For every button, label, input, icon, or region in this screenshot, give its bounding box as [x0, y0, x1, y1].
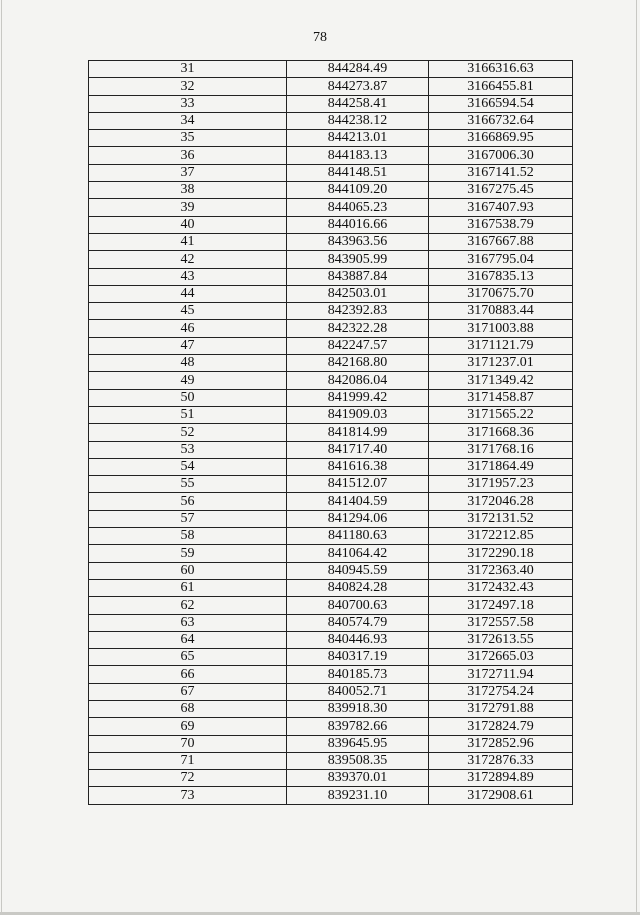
- point-number-cell: 53: [89, 441, 287, 458]
- table-row: [89, 545, 573, 562]
- point-number-cell: 50: [89, 389, 287, 406]
- y-coordinate-cell: 3172290.18: [429, 545, 573, 562]
- table-row: [89, 441, 573, 458]
- y-coordinate-cell: 3171121.79: [429, 337, 573, 354]
- point-number-cell: 70: [89, 735, 287, 752]
- point-number-cell: 39: [89, 199, 287, 216]
- x-coordinate-cell: 841512.07: [287, 476, 429, 493]
- x-coordinate-cell: 842086.04: [287, 372, 429, 389]
- x-coordinate-cell: 843905.99: [287, 251, 429, 268]
- point-number-cell: 62: [89, 597, 287, 614]
- x-coordinate-cell: 840574.79: [287, 614, 429, 631]
- point-number-cell: 38: [89, 182, 287, 199]
- x-coordinate-cell: 844109.20: [287, 182, 429, 199]
- table-row: [89, 355, 573, 372]
- x-coordinate-cell: 840317.19: [287, 649, 429, 666]
- table-row: [89, 735, 573, 752]
- table-row: [89, 424, 573, 441]
- x-coordinate-cell: 841909.03: [287, 406, 429, 423]
- x-coordinate-cell: 839231.10: [287, 787, 429, 804]
- table-row: [89, 251, 573, 268]
- x-coordinate-cell: 841999.42: [287, 389, 429, 406]
- y-coordinate-cell: 3172894.89: [429, 770, 573, 787]
- table-row: [89, 389, 573, 406]
- x-coordinate-cell: 843887.84: [287, 268, 429, 285]
- x-coordinate-cell: 843963.56: [287, 233, 429, 250]
- y-coordinate-cell: 3167795.04: [429, 251, 573, 268]
- y-coordinate-cell: 3167538.79: [429, 216, 573, 233]
- x-coordinate-cell: 844213.01: [287, 130, 429, 147]
- y-coordinate-cell: 3172908.61: [429, 787, 573, 804]
- x-coordinate-cell: 839918.30: [287, 700, 429, 717]
- y-coordinate-cell: 3171957.23: [429, 476, 573, 493]
- x-coordinate-cell: 842322.28: [287, 320, 429, 337]
- x-coordinate-cell: 839370.01: [287, 770, 429, 787]
- table-row: [89, 666, 573, 683]
- y-coordinate-cell: 3166732.64: [429, 112, 573, 129]
- x-coordinate-cell: 841064.42: [287, 545, 429, 562]
- y-coordinate-cell: 3171668.36: [429, 424, 573, 441]
- coordinates-table-body: [89, 61, 573, 805]
- point-number-cell: 34: [89, 112, 287, 129]
- table-row: [89, 700, 573, 717]
- table-row: [89, 631, 573, 648]
- y-coordinate-cell: 3172212.85: [429, 528, 573, 545]
- point-number-cell: 56: [89, 493, 287, 510]
- y-coordinate-cell: 3172665.03: [429, 649, 573, 666]
- table-row: [89, 78, 573, 95]
- x-coordinate-cell: 844273.87: [287, 78, 429, 95]
- point-number-cell: 68: [89, 700, 287, 717]
- y-coordinate-cell: 3167141.52: [429, 164, 573, 181]
- y-coordinate-cell: 3171458.87: [429, 389, 573, 406]
- y-coordinate-cell: 3171768.16: [429, 441, 573, 458]
- point-number-cell: 69: [89, 718, 287, 735]
- table-row: [89, 683, 573, 700]
- x-coordinate-cell: 840824.28: [287, 579, 429, 596]
- x-coordinate-cell: 844284.49: [287, 61, 429, 78]
- x-coordinate-cell: 840446.93: [287, 631, 429, 648]
- table-row: [89, 562, 573, 579]
- point-number-cell: 46: [89, 320, 287, 337]
- table-row: [89, 182, 573, 199]
- y-coordinate-cell: 3171349.42: [429, 372, 573, 389]
- point-number-cell: 41: [89, 233, 287, 250]
- point-number-cell: 63: [89, 614, 287, 631]
- y-coordinate-cell: 3172432.43: [429, 579, 573, 596]
- table-row: [89, 597, 573, 614]
- point-number-cell: 45: [89, 303, 287, 320]
- table-row: [89, 95, 573, 112]
- x-coordinate-cell: 841294.06: [287, 510, 429, 527]
- x-coordinate-cell: 844148.51: [287, 164, 429, 181]
- table-row: [89, 510, 573, 527]
- point-number-cell: 51: [89, 406, 287, 423]
- x-coordinate-cell: 844238.12: [287, 112, 429, 129]
- y-coordinate-cell: 3170675.70: [429, 285, 573, 302]
- x-coordinate-cell: 842247.57: [287, 337, 429, 354]
- table-row: [89, 337, 573, 354]
- table-row: [89, 147, 573, 164]
- table-row: [89, 268, 573, 285]
- y-coordinate-cell: 3172363.40: [429, 562, 573, 579]
- table-row: [89, 303, 573, 320]
- table-row: [89, 199, 573, 216]
- x-coordinate-cell: 839508.35: [287, 752, 429, 769]
- table-row: [89, 61, 573, 78]
- point-number-cell: 47: [89, 337, 287, 354]
- y-coordinate-cell: 3166455.81: [429, 78, 573, 95]
- x-coordinate-cell: 839782.66: [287, 718, 429, 735]
- point-number-cell: 66: [89, 666, 287, 683]
- y-coordinate-cell: 3167667.88: [429, 233, 573, 250]
- y-coordinate-cell: 3171565.22: [429, 406, 573, 423]
- x-coordinate-cell: 841616.38: [287, 458, 429, 475]
- point-number-cell: 52: [89, 424, 287, 441]
- point-number-cell: 36: [89, 147, 287, 164]
- point-number-cell: 64: [89, 631, 287, 648]
- y-coordinate-cell: 3172711.94: [429, 666, 573, 683]
- x-coordinate-cell: 841717.40: [287, 441, 429, 458]
- point-number-cell: 33: [89, 95, 287, 112]
- table-row: [89, 649, 573, 666]
- x-coordinate-cell: 842392.83: [287, 303, 429, 320]
- x-coordinate-cell: 840945.59: [287, 562, 429, 579]
- x-coordinate-cell: 840185.73: [287, 666, 429, 683]
- x-coordinate-cell: 842503.01: [287, 285, 429, 302]
- coordinates-table: [88, 60, 573, 805]
- scan-edge-left: [1, 0, 2, 915]
- table-row: [89, 112, 573, 129]
- table-row: [89, 579, 573, 596]
- point-number-cell: 48: [89, 355, 287, 372]
- point-number-cell: 71: [89, 752, 287, 769]
- y-coordinate-cell: 3172754.24: [429, 683, 573, 700]
- point-number-cell: 54: [89, 458, 287, 475]
- y-coordinate-cell: 3167407.93: [429, 199, 573, 216]
- table-row: [89, 718, 573, 735]
- point-number-cell: 61: [89, 579, 287, 596]
- table-row: [89, 233, 573, 250]
- x-coordinate-cell: 841180.63: [287, 528, 429, 545]
- y-coordinate-cell: 3172852.96: [429, 735, 573, 752]
- y-coordinate-cell: 3166316.63: [429, 61, 573, 78]
- point-number-cell: 59: [89, 545, 287, 562]
- y-coordinate-cell: 3172131.52: [429, 510, 573, 527]
- point-number-cell: 72: [89, 770, 287, 787]
- point-number-cell: 55: [89, 476, 287, 493]
- point-number-cell: 49: [89, 372, 287, 389]
- y-coordinate-cell: 3171237.01: [429, 355, 573, 372]
- x-coordinate-cell: 841404.59: [287, 493, 429, 510]
- table-row: [89, 320, 573, 337]
- table-row: [89, 406, 573, 423]
- y-coordinate-cell: 3172791.88: [429, 700, 573, 717]
- point-number-cell: 40: [89, 216, 287, 233]
- table-row: [89, 787, 573, 804]
- y-coordinate-cell: 3167275.45: [429, 182, 573, 199]
- x-coordinate-cell: 840052.71: [287, 683, 429, 700]
- table-row: [89, 476, 573, 493]
- point-number-cell: 73: [89, 787, 287, 804]
- y-coordinate-cell: 3171864.49: [429, 458, 573, 475]
- x-coordinate-cell: 841814.99: [287, 424, 429, 441]
- y-coordinate-cell: 3172497.18: [429, 597, 573, 614]
- x-coordinate-cell: 844016.66: [287, 216, 429, 233]
- point-number-cell: 65: [89, 649, 287, 666]
- y-coordinate-cell: 3172876.33: [429, 752, 573, 769]
- point-number-cell: 32: [89, 78, 287, 95]
- x-coordinate-cell: 840700.63: [287, 597, 429, 614]
- point-number-cell: 37: [89, 164, 287, 181]
- x-coordinate-cell: 839645.95: [287, 735, 429, 752]
- point-number-cell: 57: [89, 510, 287, 527]
- y-coordinate-cell: 3167006.30: [429, 147, 573, 164]
- point-number-cell: 43: [89, 268, 287, 285]
- table-row: [89, 372, 573, 389]
- y-coordinate-cell: 3172046.28: [429, 493, 573, 510]
- point-number-cell: 44: [89, 285, 287, 302]
- scan-edge-right: [636, 0, 637, 915]
- y-coordinate-cell: 3172613.55: [429, 631, 573, 648]
- point-number-cell: 58: [89, 528, 287, 545]
- table-row: [89, 493, 573, 510]
- point-number-cell: 60: [89, 562, 287, 579]
- point-number-cell: 42: [89, 251, 287, 268]
- point-number-cell: 31: [89, 61, 287, 78]
- point-number-cell: 35: [89, 130, 287, 147]
- x-coordinate-cell: 844258.41: [287, 95, 429, 112]
- table-row: [89, 770, 573, 787]
- table-row: [89, 614, 573, 631]
- y-coordinate-cell: 3171003.88: [429, 320, 573, 337]
- y-coordinate-cell: 3166594.54: [429, 95, 573, 112]
- y-coordinate-cell: 3166869.95: [429, 130, 573, 147]
- page-number: 78: [313, 30, 327, 45]
- x-coordinate-cell: 842168.80: [287, 355, 429, 372]
- table-row: [89, 216, 573, 233]
- point-number-cell: 67: [89, 683, 287, 700]
- y-coordinate-cell: 3172824.79: [429, 718, 573, 735]
- table-row: [89, 164, 573, 181]
- table-row: [89, 130, 573, 147]
- y-coordinate-cell: 3172557.58: [429, 614, 573, 631]
- y-coordinate-cell: 3170883.44: [429, 303, 573, 320]
- table-row: [89, 752, 573, 769]
- table-row: [89, 285, 573, 302]
- table-row: [89, 458, 573, 475]
- x-coordinate-cell: 844065.23: [287, 199, 429, 216]
- x-coordinate-cell: 844183.13: [287, 147, 429, 164]
- table-row: [89, 528, 573, 545]
- y-coordinate-cell: 3167835.13: [429, 268, 573, 285]
